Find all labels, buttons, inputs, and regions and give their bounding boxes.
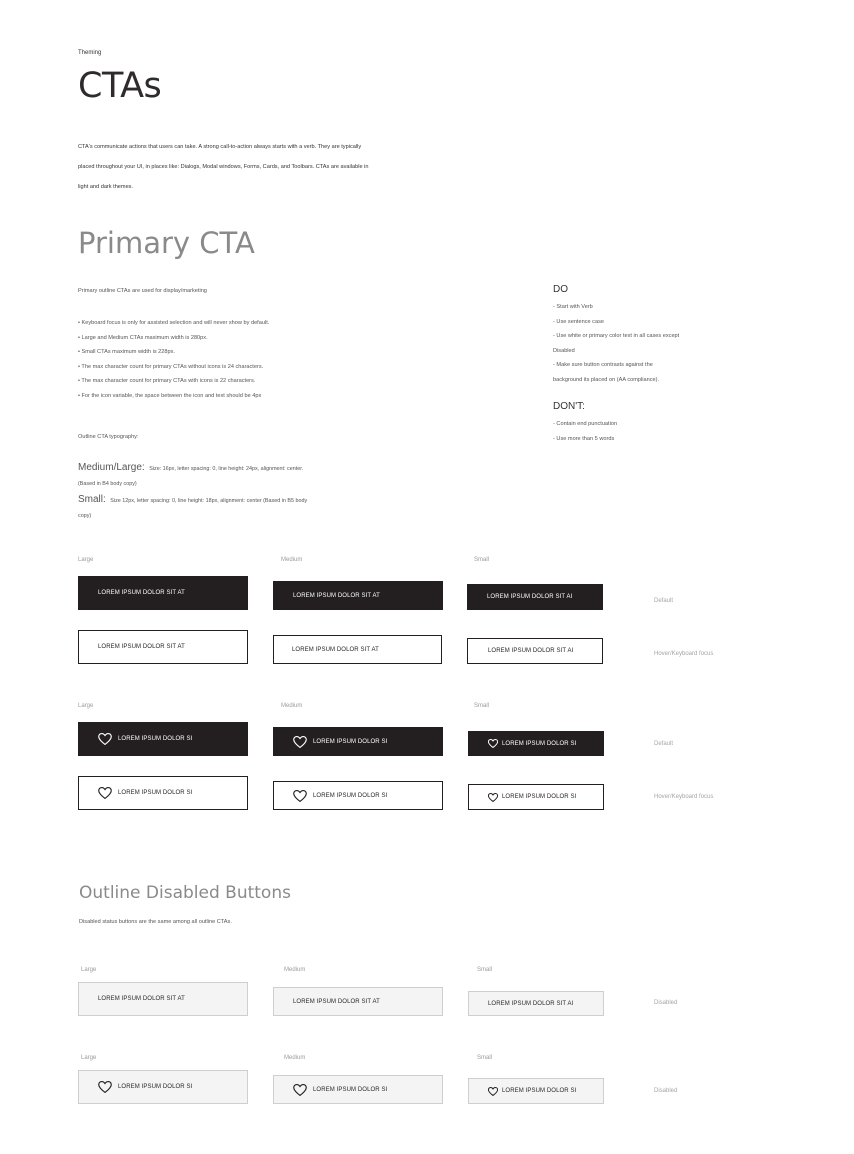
size-label-medium: Medium bbox=[284, 1055, 306, 1061]
button-label: LOREM IPSUM DOLOR SIT AI bbox=[488, 1000, 574, 1007]
size-label-large: Large bbox=[78, 703, 94, 709]
primary-medium-hover-button[interactable] bbox=[273, 635, 442, 664]
size-label-small: Small bbox=[477, 1055, 493, 1061]
button-label: LOREM IPSUM DOLOR SI bbox=[313, 738, 388, 745]
size-label-large: Large bbox=[81, 967, 97, 973]
primary-icon-medium-hover-button[interactable] bbox=[273, 781, 443, 810]
button-label: LOREM IPSUM DOLOR SIT AT bbox=[293, 998, 380, 1005]
size-label-medium: Medium bbox=[281, 703, 303, 709]
eyebrow: Theming bbox=[78, 50, 102, 56]
button-label: LOREM IPSUM DOLOR SIT AT bbox=[293, 592, 380, 599]
button-label: LOREM IPSUM DOLOR SI bbox=[118, 790, 193, 796]
state-label-disabled: Disabled bbox=[654, 1000, 678, 1006]
button-label: LOREM IPSUM DOLOR SI bbox=[313, 792, 388, 799]
primary-large-hover-button[interactable] bbox=[78, 630, 248, 664]
do-item: - Use white or primary color text in all cases except Disabled bbox=[553, 333, 680, 354]
size-label-small: Small bbox=[474, 557, 490, 563]
size-label-small: Small bbox=[474, 703, 490, 709]
heart-icon bbox=[293, 1084, 307, 1096]
do-item: - Make sure button contrasts against the background its placed on (AA compliance). bbox=[553, 362, 660, 383]
typography-sm-name: Small: bbox=[78, 494, 106, 505]
primary-icon-small-default-button[interactable] bbox=[468, 731, 604, 756]
disabled-large-button[interactable] bbox=[78, 982, 248, 1016]
disabled-icon-large-button[interactable] bbox=[78, 1070, 248, 1104]
disabled-heading: Outline Disabled Buttons bbox=[79, 883, 291, 903]
heart-icon bbox=[98, 787, 112, 799]
primary-icon-medium-default-button[interactable] bbox=[273, 727, 443, 756]
heart-icon bbox=[488, 793, 498, 802]
typography-sm-spec: Size 12px, letter spacing: 0, line height: 18px, alignment: center (Based in B5 body copy) bbox=[78, 498, 308, 519]
primary-subtitle: Primary outline CTAs are used for display/marketing bbox=[78, 288, 207, 294]
guideline-item: • Keyboard focus is only for assisted selection and will never show by default. bbox=[78, 320, 270, 326]
dont-list bbox=[553, 417, 683, 446]
disabled-subtitle: Disabled status buttons are the same among all outline CTAs. bbox=[79, 919, 232, 925]
typography-medium-large bbox=[78, 460, 318, 492]
heart-icon bbox=[488, 1087, 498, 1096]
size-label-medium: Medium bbox=[284, 967, 306, 973]
do-item: - Start with Verb bbox=[553, 304, 593, 310]
primary-large-default-button[interactable] bbox=[78, 576, 248, 610]
primary-medium-default-button[interactable] bbox=[273, 581, 443, 610]
button-label: LOREM IPSUM DOLOR SI bbox=[502, 1088, 577, 1094]
dont-heading: DON'T: bbox=[553, 401, 585, 412]
guideline-item: • The max character count for primary CTAs without icons is 24 characters. bbox=[78, 363, 264, 370]
button-label: LOREM IPSUM DOLOR SI bbox=[313, 1086, 388, 1093]
size-label-large: Large bbox=[78, 557, 94, 563]
heart-icon bbox=[98, 1081, 112, 1093]
heart-icon bbox=[293, 736, 307, 748]
size-label-small: Small bbox=[477, 967, 493, 973]
disabled-icon-small-button[interactable] bbox=[468, 1078, 604, 1104]
do-list bbox=[553, 300, 683, 388]
primary-icon-large-default-button[interactable] bbox=[78, 722, 248, 756]
primary-small-hover-button[interactable] bbox=[467, 638, 603, 664]
disabled-small-button[interactable] bbox=[468, 991, 604, 1016]
page-title: CTAs bbox=[78, 66, 162, 106]
state-label-hover: Hover/Keyboard focus bbox=[654, 794, 714, 800]
intro-text: CTA's communicate actions that users can take. A strong call-to-action always starts with a verb. They are typically placed throughout your UI, in places like: Dialogs, Modal windows, Forms, Cards, and Toolbars. CTAs are available in light and dark themes. bbox=[78, 144, 369, 190]
typography-specs bbox=[78, 460, 318, 524]
button-label: LOREM IPSUM DOLOR SIT AT bbox=[292, 646, 379, 653]
do-heading: DO bbox=[553, 284, 568, 295]
guideline-list bbox=[78, 316, 298, 404]
size-label-large: Large bbox=[81, 1055, 97, 1061]
state-label-hover: Hover/Keyboard focus bbox=[654, 651, 714, 657]
state-label-default: Default bbox=[654, 598, 674, 604]
primary-small-default-button[interactable] bbox=[467, 584, 603, 610]
do-item: - Use sentence case bbox=[553, 318, 604, 325]
typography-label: Outline CTA typography: bbox=[78, 434, 139, 440]
primary-icon-large-hover-button[interactable] bbox=[78, 776, 248, 810]
heart-icon bbox=[488, 739, 498, 748]
state-label-disabled: Disabled bbox=[654, 1088, 678, 1094]
button-label: LOREM IPSUM DOLOR SIT AT bbox=[98, 996, 185, 1002]
state-label-default: Default bbox=[654, 741, 674, 747]
typography-ml-name: Medium/Large: bbox=[78, 462, 145, 473]
dont-item: - Use more than 5 words bbox=[553, 435, 615, 442]
button-label: LOREM IPSUM DOLOR SI bbox=[118, 736, 193, 742]
guideline-item: • For the icon variable, the space between the icon and text should be 4px bbox=[78, 392, 262, 399]
button-label: LOREM IPSUM DOLOR SI bbox=[502, 740, 577, 747]
dont-item: - Contain end punctuation bbox=[553, 421, 618, 427]
guideline-item: • The max character count for primary CTAs with icons is 22 characters. bbox=[78, 378, 256, 385]
button-label: LOREM IPSUM DOLOR SI bbox=[118, 1084, 193, 1090]
primary-icon-small-hover-button[interactable] bbox=[468, 784, 604, 810]
button-label: LOREM IPSUM DOLOR SIT AI bbox=[488, 648, 574, 654]
button-label: LOREM IPSUM DOLOR SIT AT bbox=[98, 644, 185, 650]
heart-icon bbox=[293, 790, 307, 802]
guideline-item: • Large and Medium CTAs maximum width is 280px. bbox=[78, 334, 208, 341]
button-label: LOREM IPSUM DOLOR SIT AI bbox=[487, 594, 573, 600]
disabled-medium-button[interactable] bbox=[273, 987, 443, 1016]
typography-ml-spec: Size: 16px, letter spacing: 0, line height: 24px, alignment: center. (Based in B4 body copy) bbox=[78, 466, 304, 487]
disabled-icon-medium-button[interactable] bbox=[273, 1075, 443, 1104]
button-label: LOREM IPSUM DOLOR SIT AT bbox=[98, 590, 185, 596]
primary-cta-heading: Primary CTA bbox=[78, 226, 255, 260]
guideline-item: • Small CTAs maximum width is 228px. bbox=[78, 349, 175, 356]
button-label: LOREM IPSUM DOLOR SI bbox=[502, 794, 577, 800]
size-label-medium: Medium bbox=[281, 557, 303, 563]
heart-icon bbox=[98, 733, 112, 745]
typography-small bbox=[78, 492, 318, 524]
